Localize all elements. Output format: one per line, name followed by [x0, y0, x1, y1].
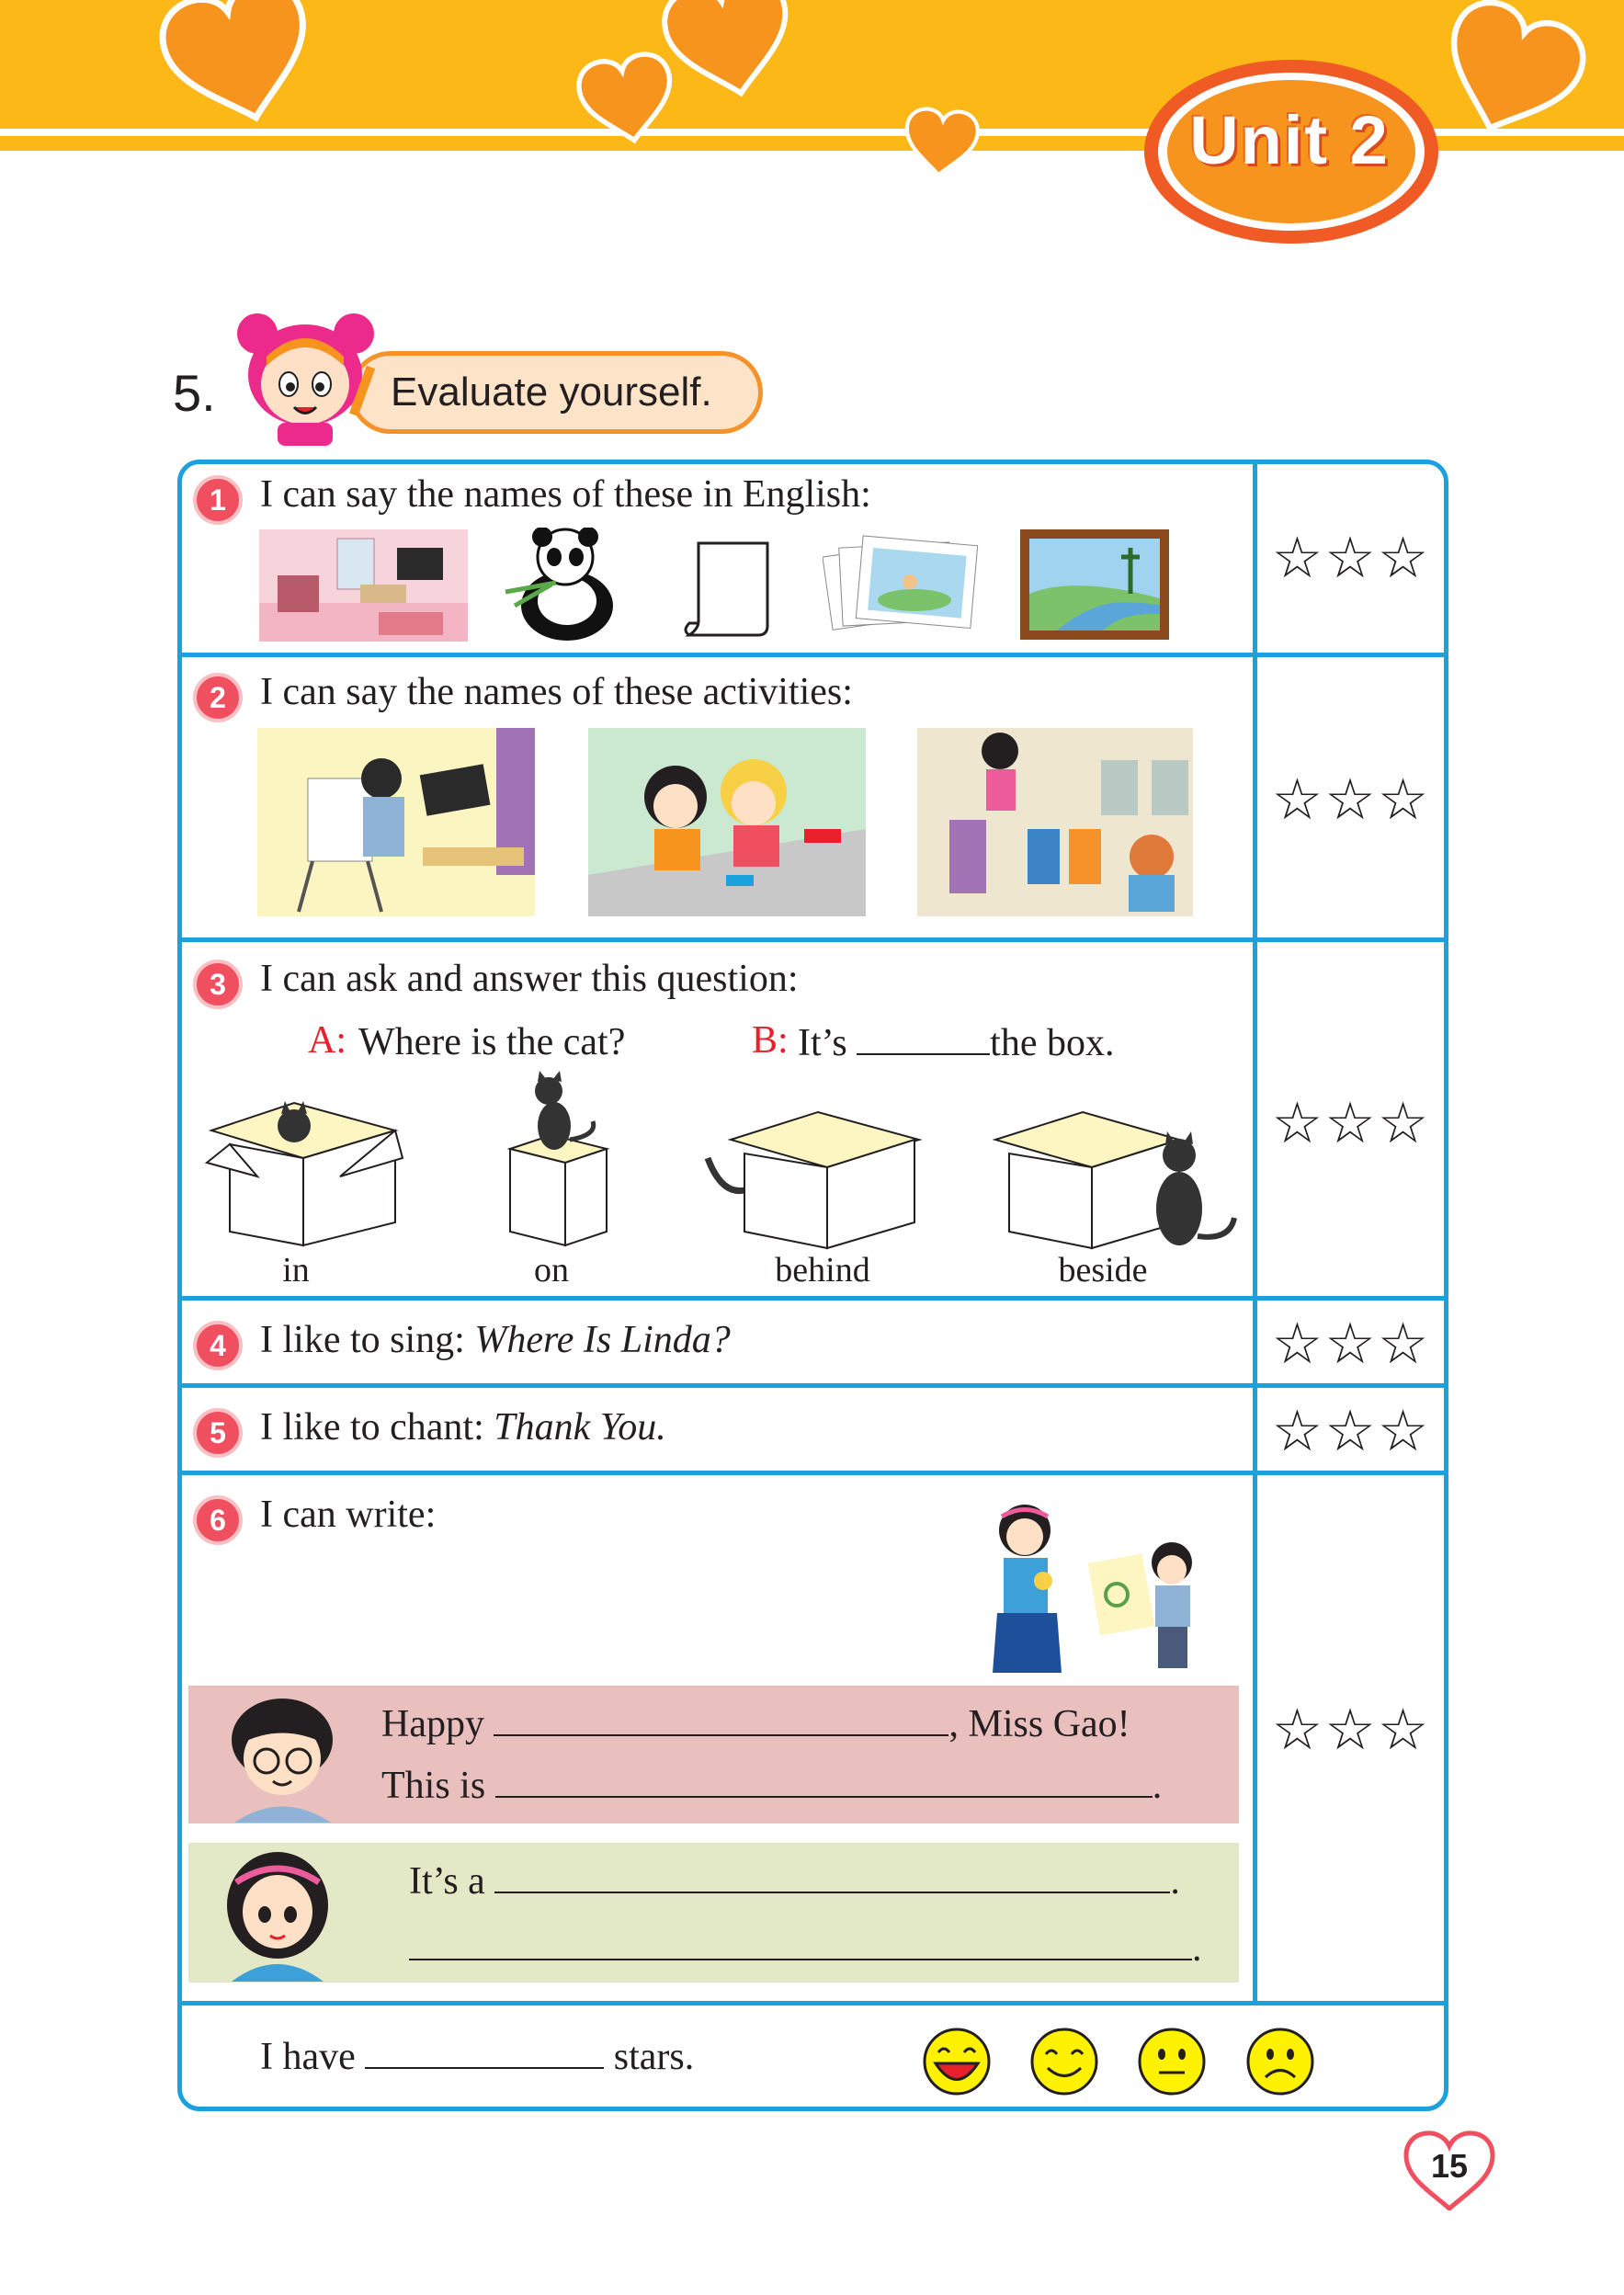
row-3-number: 3 — [193, 960, 243, 1009]
rating-stars-row-1[interactable]: ☆☆☆ — [1271, 524, 1431, 591]
speaker-a-label: A: — [308, 1019, 346, 1062]
stars-column-divider — [1253, 464, 1257, 2004]
sad-face-icon[interactable] — [1245, 2027, 1315, 2096]
star-total-blank[interactable] — [365, 2034, 604, 2069]
rating-stars-row-3[interactable]: ☆☆☆ — [1271, 1089, 1431, 1156]
write-line-4-suffix: . — [1192, 1927, 1202, 1970]
row-divider — [177, 1471, 1448, 1475]
write-line-2-prefix: This is — [381, 1765, 486, 1807]
girl-avatar-icon — [213, 1846, 342, 1982]
row-1-number: 1 — [193, 475, 243, 525]
write-blank-3[interactable] — [494, 1858, 1170, 1893]
position-label-in: in — [282, 1251, 310, 1290]
position-label-behind: behind — [775, 1251, 870, 1290]
photos-icon — [823, 531, 979, 640]
cat-in-box-icon — [202, 1094, 404, 1250]
star-total-prefix: I have — [260, 2036, 356, 2078]
rating-stars-row-2[interactable]: ☆☆☆ — [1271, 766, 1431, 833]
answer-blank[interactable] — [857, 1020, 990, 1055]
cat-on-box-icon — [483, 1071, 620, 1250]
answer-b-prefix: It’s — [798, 1022, 847, 1064]
write-line-3-prefix: It’s a — [409, 1860, 485, 1903]
children-show-picture-icon — [917, 728, 1193, 916]
section-title: Evaluate yourself. — [391, 369, 712, 415]
write-line-3 — [409, 1858, 1180, 1903]
star-total-sentence — [260, 2034, 694, 2079]
boy-avatar-icon — [216, 1689, 349, 1823]
girl-giving-picture-icon — [974, 1498, 1222, 1673]
panda-icon — [501, 528, 620, 643]
write-blank-4[interactable] — [409, 1926, 1192, 1960]
row-5-text — [260, 1405, 666, 1449]
row-divider — [177, 1296, 1448, 1301]
row-4-text-plain: I like to sing: — [260, 1319, 475, 1361]
position-label-beside: beside — [1058, 1251, 1148, 1290]
paper-icon — [680, 539, 786, 640]
row-4-number: 4 — [193, 1321, 243, 1370]
chant-title: Thank You. — [494, 1406, 666, 1449]
boy-drawing-picture-icon — [257, 728, 535, 916]
write-line-3-suffix: . — [1170, 1860, 1180, 1903]
row-5-number: 5 — [193, 1408, 243, 1458]
girl-mascot-icon — [230, 311, 381, 449]
row-5-text-plain: I like to chant: — [260, 1406, 494, 1449]
row-3-text: I can ask and answer this question: — [260, 958, 799, 1000]
question-a: Where is the cat? — [358, 1021, 626, 1063]
row-divider — [177, 1383, 1448, 1388]
row-divider — [177, 937, 1448, 942]
laughing-face-icon[interactable] — [922, 2027, 992, 2096]
row-6-text: I can write: — [260, 1494, 437, 1536]
row-6-number: 6 — [193, 1495, 243, 1545]
rating-stars-row-4[interactable]: ☆☆☆ — [1271, 1310, 1431, 1377]
painting-icon — [1020, 529, 1169, 640]
living-room-icon — [259, 529, 468, 642]
neutral-face-icon[interactable] — [1137, 2027, 1207, 2096]
rating-stars-row-6[interactable]: ☆☆☆ — [1271, 1696, 1431, 1763]
cat-beside-box-icon — [991, 1098, 1244, 1255]
write-line-2-suffix: . — [1152, 1765, 1163, 1807]
smiling-face-icon[interactable] — [1029, 2027, 1099, 2096]
cat-behind-box-icon — [703, 1103, 924, 1250]
row-2-text: I can say the names of these activities: — [260, 671, 853, 713]
row-1-text: I can say the names of these in English: — [260, 473, 871, 516]
girls-making-picture-icon — [588, 728, 866, 916]
write-blank-2[interactable] — [495, 1763, 1153, 1798]
row-divider — [177, 653, 1448, 657]
speaker-b-label: B: — [752, 1019, 789, 1062]
position-label-on: on — [534, 1251, 569, 1290]
song-title: Where Is Linda? — [474, 1319, 731, 1361]
section-number: 5. — [173, 364, 216, 422]
write-line-1-suffix: , Miss Gao! — [948, 1703, 1130, 1745]
page-number: 15 — [1430, 2147, 1469, 2185]
star-total-suffix: stars. — [613, 2036, 695, 2078]
answer-b — [798, 1020, 1114, 1065]
row-4-text — [260, 1318, 731, 1362]
write-line-1-prefix: Happy — [381, 1703, 484, 1745]
row-divider — [177, 2001, 1448, 2005]
write-line-1 — [381, 1701, 1130, 1746]
write-line-4 — [409, 1926, 1202, 1971]
row-2-number: 2 — [193, 673, 243, 722]
write-blank-1[interactable] — [494, 1701, 948, 1736]
rating-stars-row-5[interactable]: ☆☆☆ — [1271, 1397, 1431, 1464]
answer-b-suffix: the box. — [990, 1022, 1115, 1064]
unit-title: Unit 2 — [1189, 102, 1390, 178]
write-line-2 — [381, 1763, 1162, 1808]
